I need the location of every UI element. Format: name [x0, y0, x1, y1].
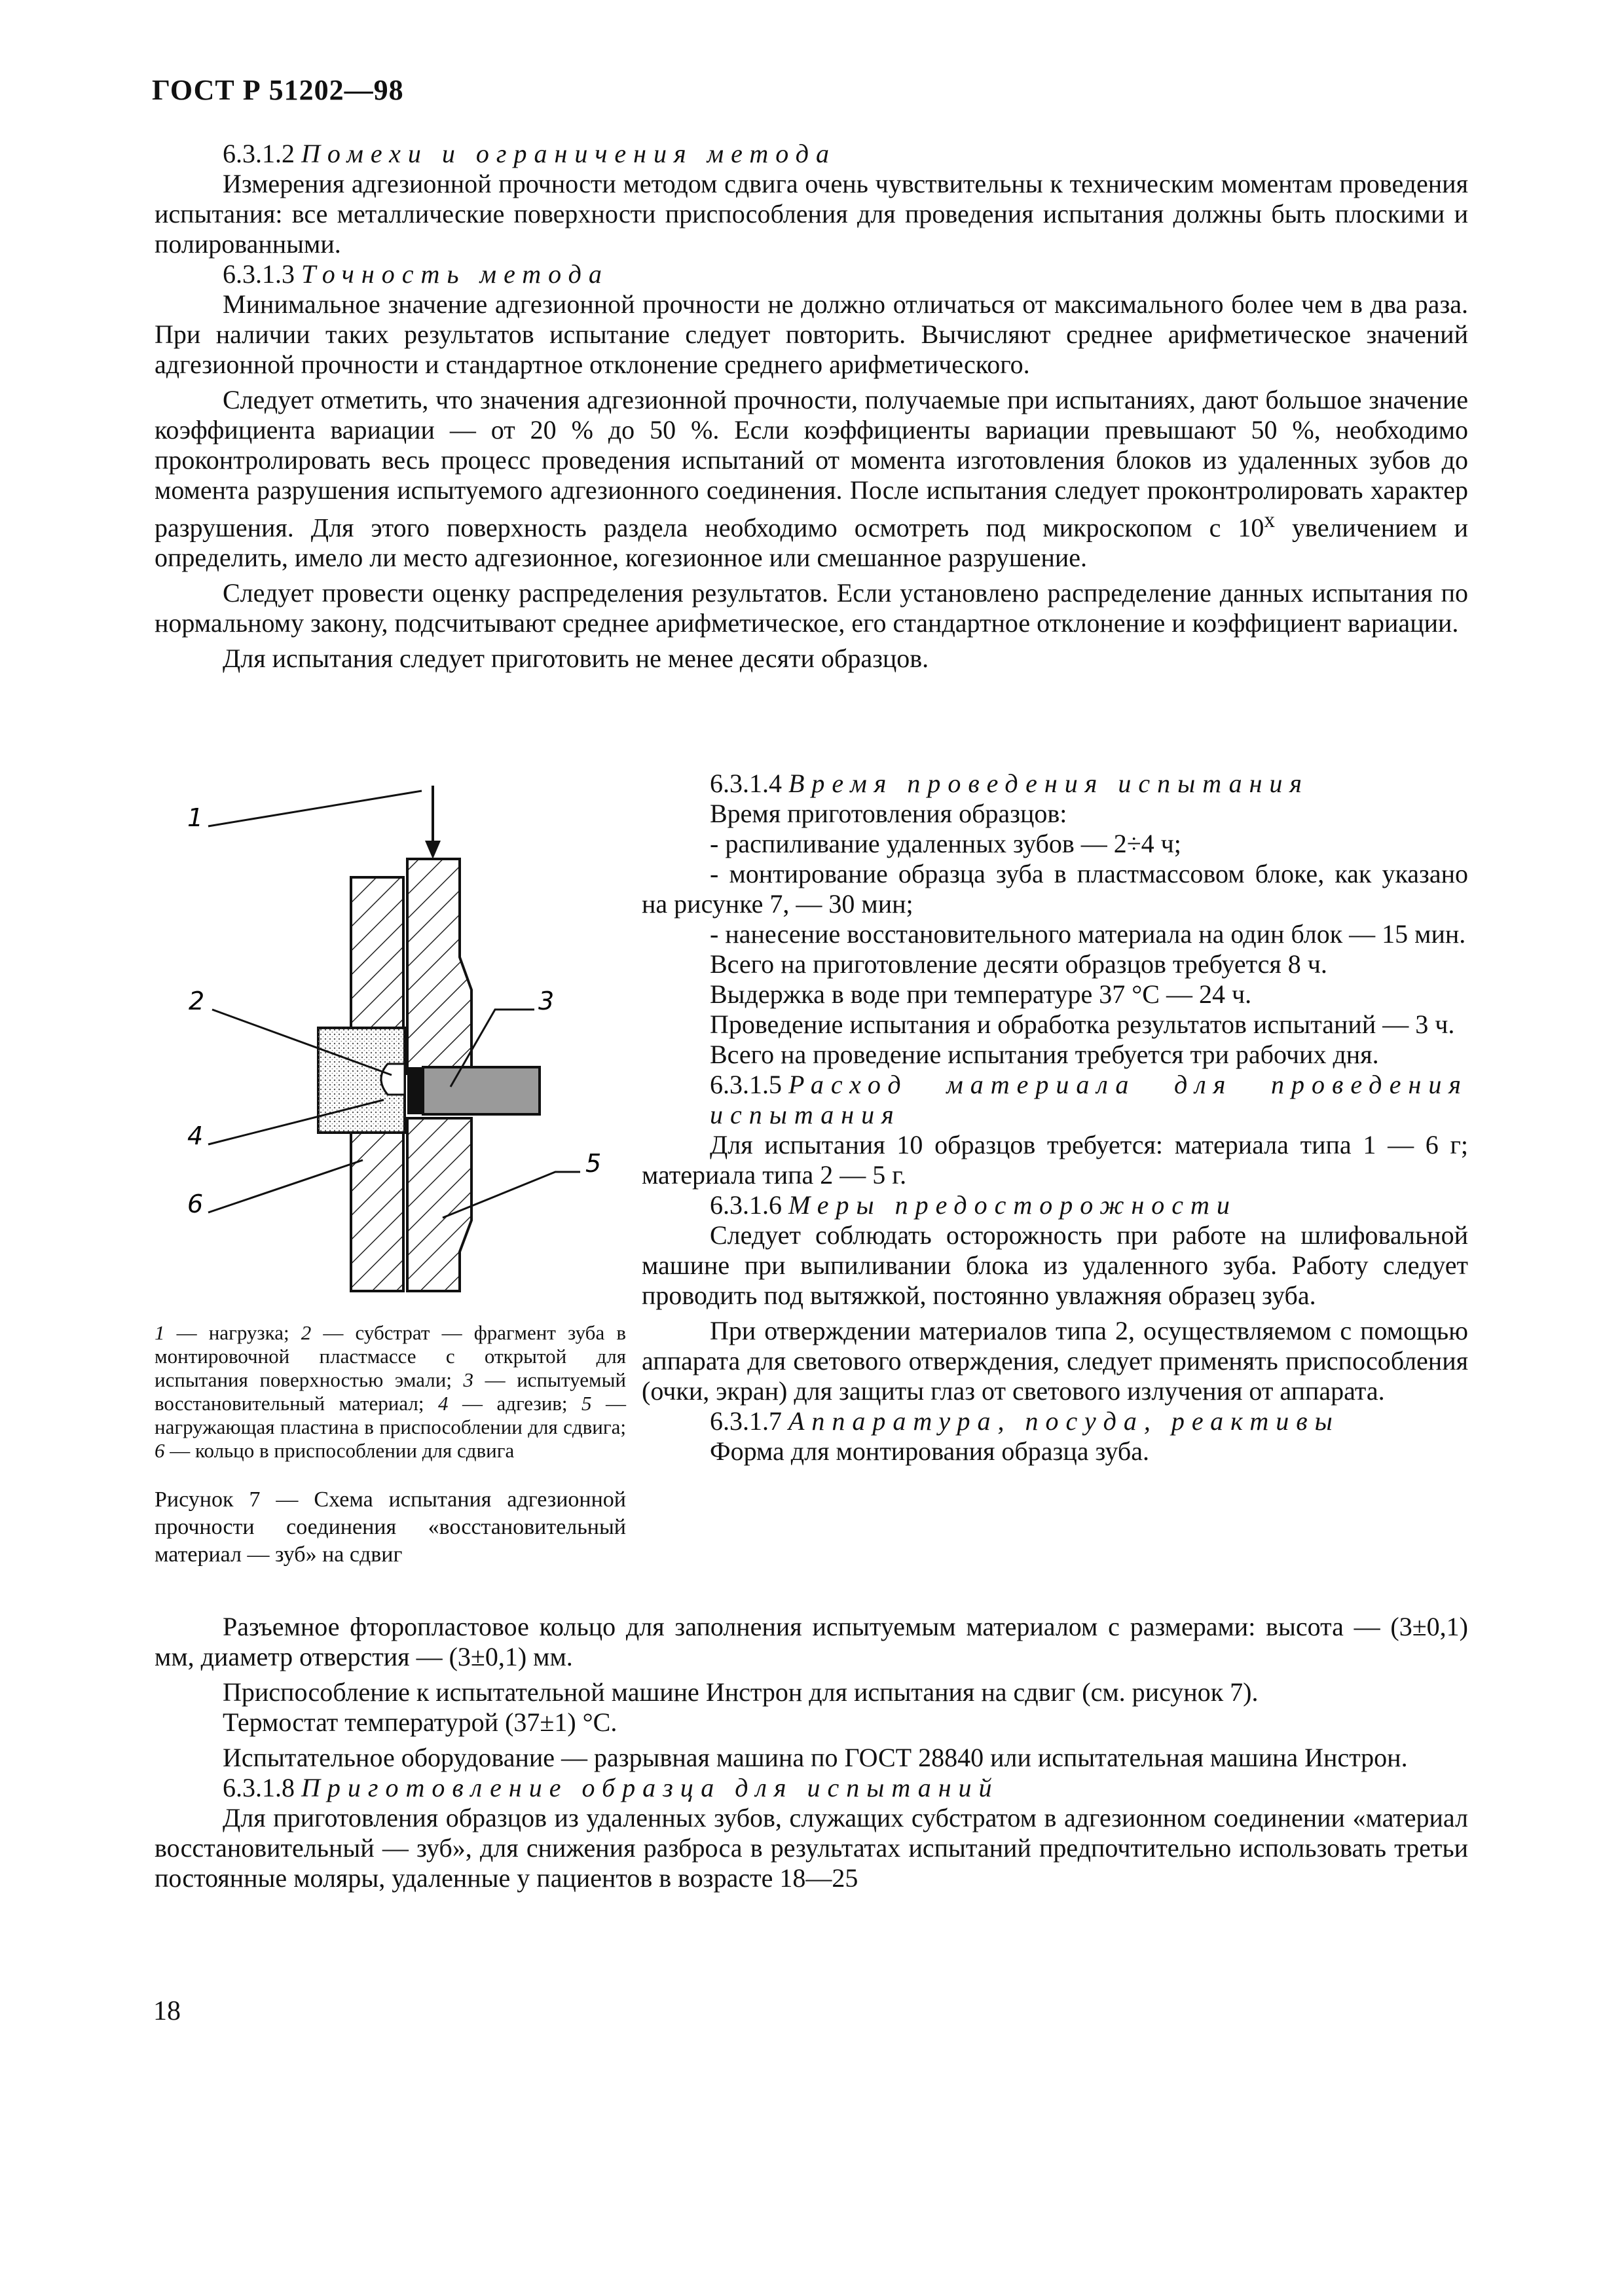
- callout-3: 3: [538, 987, 555, 1015]
- list-item: Приспособление к испытательной машине Инстрон для испытания на сдвиг (см. рисунок 7).: [223, 1677, 1259, 1707]
- list-item: Форма для монтирования образца зуба.: [710, 1436, 1150, 1466]
- section-heading-6-3-1-8: 6.3.1.8 Приготовление образца для испытаний: [223, 1773, 999, 1802]
- paragraph: Минимальное значение адгезионной прочности не должно отличаться от максимального более чем в два раза. При наличии таких результатов испытание следует повторить. Вычисляют среднее арифметическое значений адгезионной прочности и стандартное отклонение среднего арифметического.: [155, 289, 1468, 379]
- shear-test-diagram: [155, 786, 626, 1309]
- callout-4: 4: [187, 1121, 204, 1150]
- paragraph: Следует отметить, что значения адгезионной прочности, получаемые при испытаниях, дают большое значение коэффициента вариации — от 20 % до 50 %. Если коэффициенты вариации превышают 50 %, необходимо проконтролировать весь процесс проведения испытаний от момента изготовления блоков из удаленных зубов до момента разрушения испытуемого адгезионного соединения. После испытания следует проконтролировать характер разрушения. Для этого поверхность раздела необходимо осмотреть под микроскопом с 10$^x$ увеличением и определить, имело ли место адгезионное, когезионное или смешанное разрушение.: [155, 385, 1468, 573]
- callout-6: 6: [187, 1190, 204, 1218]
- section-heading-6-3-1-6: 6.3.1.6 Меры предосторожности: [710, 1190, 1237, 1220]
- list-item: Время приготовления образцов:: [710, 799, 1067, 828]
- paragraph: Следует провести оценку распределения результатов. Если установлено распределение данных испытания по нормальному закону, подсчитывают среднее арифметическое, его стандартное отклонение и коэффициент вариации.: [155, 578, 1468, 638]
- restorative-material-3: [423, 1067, 540, 1114]
- document-header: ГОСТ Р 51202—98: [152, 74, 404, 106]
- paragraph: Для испытания следует приготовить не менее десяти образцов.: [223, 644, 929, 674]
- page-number: 18: [153, 1996, 181, 2026]
- list-item: - нанесение восстановительного материала на один блок — 15 мин.: [710, 919, 1466, 949]
- section-heading-6-3-1-5: 6.3.1.5 Расход материала для проведения испытания: [710, 1070, 1468, 1129]
- list-item: Термостат температурой (37±1) °С.: [223, 1707, 617, 1737]
- paragraph: Измерения адгезионной прочности методом сдвига очень чувствительны к техническим моментам проведения испытания: все металлические поверхности приспособления для проведения испытания должны быть плоскими и полированными.: [155, 169, 1468, 259]
- substrate-2: [318, 1028, 405, 1133]
- adhesive-4: [407, 1067, 423, 1114]
- section-heading-6-3-1-4: 6.3.1.4 Время проведения испытания: [710, 769, 1310, 798]
- paragraph: При отверждении материалов типа 2, осуществляемом с помощью аппарата для светового отверждения, следует применять приспособления (очки, экран) для защиты глаз от светового излучения от аппарата.: [642, 1316, 1468, 1406]
- list-item: - монтирование образца зуба в пластмассовом блоке, как указано на рисунке 7, — 30 мин;: [642, 859, 1468, 919]
- figure-7: [155, 786, 626, 1569]
- paragraph: Для приготовления образцов из удаленных зубов, служащих субстратом в адгезионном соединении «материал восстановительный — зуб», для снижения разброса в результатах испытаний предпочтительно использовать третьи постоянные моляры, удаленные у пациентов в возрасте 18—25: [155, 1803, 1468, 1893]
- paragraph: Следует соблюдать осторожность при работе на шлифовальной машине при выпиливании блока из удаленного зуба. Работу следует проводить под вытяжкой, постоянно увлажняя образец зуба.: [642, 1220, 1468, 1310]
- callout-1: 1: [187, 803, 204, 832]
- callout-5: 5: [585, 1149, 602, 1178]
- figure-caption: Рисунок 7 — Схема испытания адгезионной прочности соединения «восстановительный материал — зуб» на сдвиг: [155, 1487, 626, 1567]
- list-item: - распиливание удаленных зубов — 2÷4 ч;: [710, 829, 1181, 858]
- list-item: Всего на приготовление десяти образцов требуется 8 ч.: [710, 949, 1327, 979]
- list-item: Разъемное фторопластовое кольцо для заполнения испытуемым материалом с размерами: высота — (3±0,1) мм, диаметр отверстия — (3±0,1) мм.: [155, 1612, 1468, 1671]
- figure-legend: 1 — нагрузка; 2 — субстрат — фрагмент зуба в монтировочной пластмассе с открытой для испытания поверхностью эмали; 3 — испытуемый восстановительный материал; 4 — адгезив; 5 — нагружающая пластина в приспособлении для сдвига; 6 — кольцо в приспособлении для сдвига: [155, 1321, 627, 1462]
- section-heading-6-3-1-3: 6.3.1.3 Точность метода: [223, 259, 609, 289]
- paragraph: Для испытания 10 образцов требуется: материала типа 1 — 6 г; материала типа 2 — 5 г.: [642, 1130, 1468, 1190]
- list-item: Проведение испытания и обработка результатов испытаний — 3 ч.: [710, 1010, 1455, 1039]
- section-heading-6-3-1-2: 6.3.1.2 Помехи и ограничения метода: [223, 139, 836, 168]
- section-heading-6-3-1-7: 6.3.1.7 Аппаратура, посуда, реактивы: [710, 1406, 1340, 1436]
- top-text-block: [155, 139, 1468, 674]
- load-arrow-1: [425, 786, 441, 859]
- callout-2: 2: [189, 987, 205, 1015]
- list-item: Выдержка в воде при температуре 37 °С — 24 ч.: [710, 979, 1252, 1009]
- list-item: Испытательное оборудование — разрывная машина по ГОСТ 28840 или испытательная машина Инстрон.: [223, 1743, 1408, 1772]
- list-item: Всего на проведение испытания требуется три рабочих дня.: [710, 1040, 1379, 1069]
- bottom-text-block: [155, 1612, 1468, 1893]
- right-column-text: [642, 769, 1468, 1467]
